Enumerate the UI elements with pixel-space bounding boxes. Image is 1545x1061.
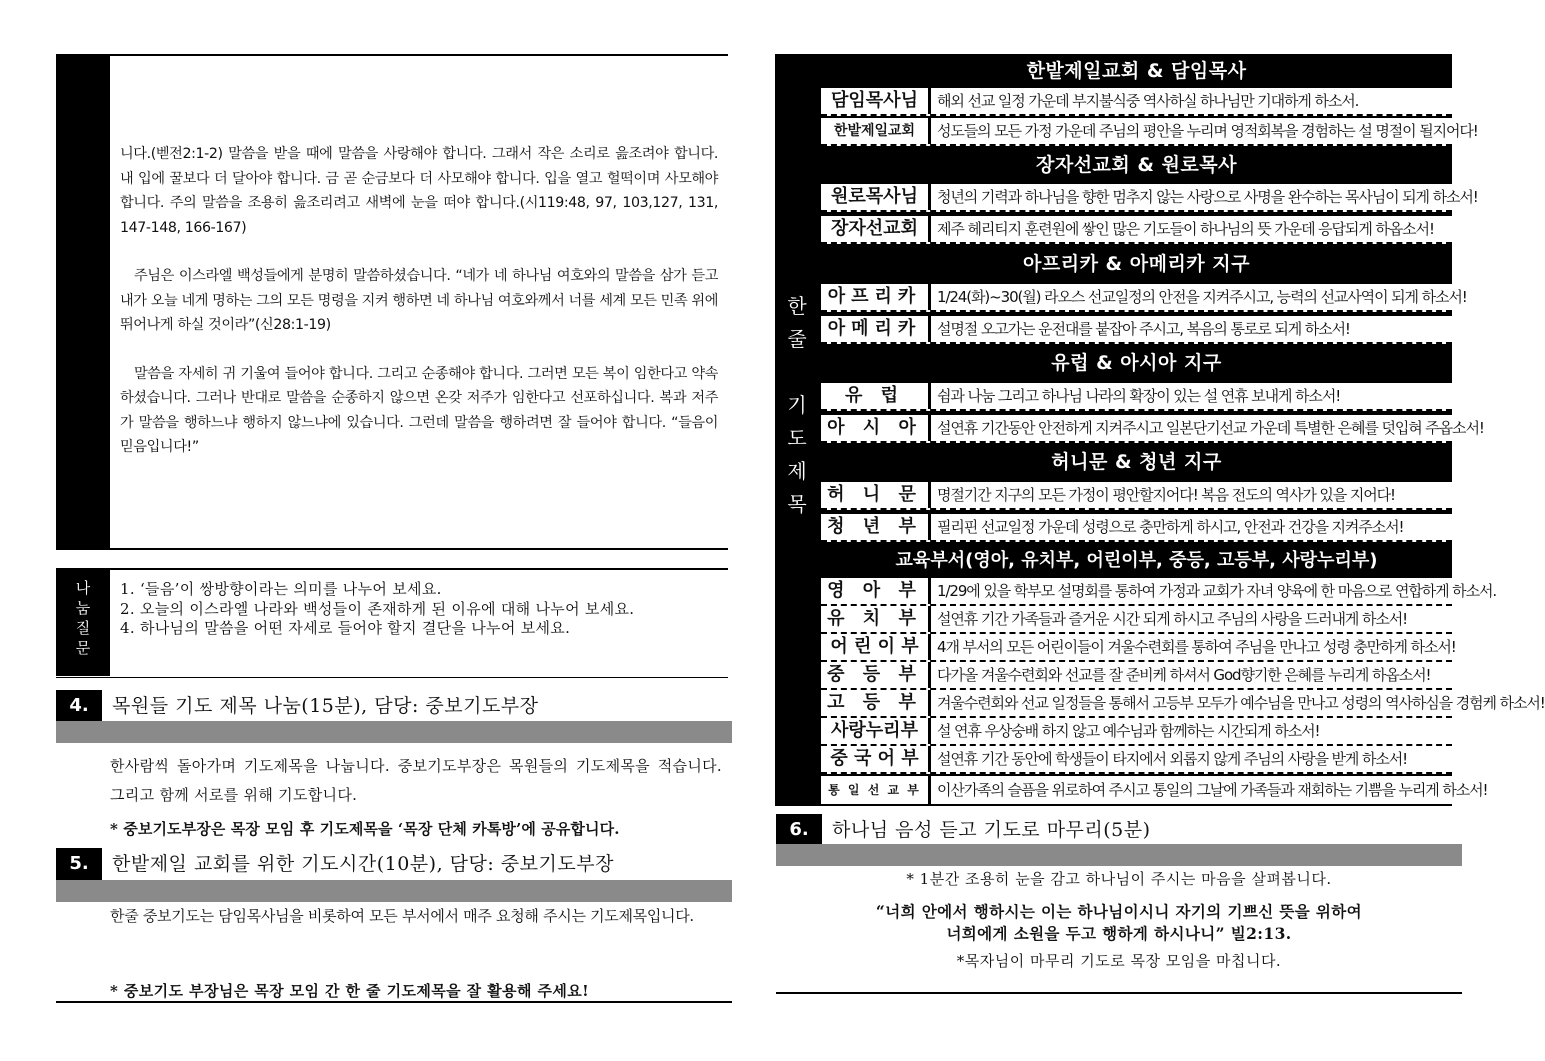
sermon-paragraph: 주님은 이스라엘 백성들에게 분명히 말씀하셨습니다. “네가 네 하나님 여호와의 말씀을 삼가 듣고 내가 오늘 네게 명하는 그의 모든 명령을 지켜 행하면 네 하나님 여호와께서 너를 세계 모든 민족 위에 뛰어나게 하실 것이라”(신28:1-19) bbox=[120, 268, 718, 333]
sermon-paragraph: 니다.(벧전2:1-2) 말씀을 받을 때에 말씀을 사랑해야 합니다. 그래서 작은 소리로 읊조려야 합니다. 내 입에 꿀보다 더 달아야 합니다. 금 곧 순금보다 더 사모해야 합니다. 입을 열고 헐떡이며 사모해야 합니다. 주의 말씀을 조용히 읊조리려고 새벽에 눈을 떠야 합니다.(시119:48, 97, 103,127, 131, 147-148, 166-167) bbox=[120, 146, 718, 236]
prayer-group-header: 장자선교회 & 원로목사 bbox=[1036, 154, 1237, 176]
prayer-row bbox=[821, 284, 1467, 312]
prayer-row-label: 담임목사님 bbox=[821, 88, 931, 114]
prayer-row-label: 허 니 문 bbox=[821, 482, 931, 508]
section-divider bbox=[56, 721, 732, 743]
sermon-text bbox=[120, 142, 718, 484]
side-char: 나 bbox=[75, 579, 91, 597]
side-gap bbox=[775, 356, 819, 389]
prayer-row bbox=[821, 118, 1478, 146]
prayer-row bbox=[821, 514, 1452, 542]
side-char: 문 bbox=[75, 639, 91, 657]
sharing-questions-label bbox=[56, 570, 110, 676]
prayer-row bbox=[821, 482, 1452, 510]
prayer-row-label: 중 등 부 bbox=[821, 662, 931, 688]
prayer-row-text: 설연휴 기간동안 안전하게 지켜주시고 일본단기선교 가운데 특별한 은혜를 덧입혀 주옵소서! bbox=[937, 419, 1484, 437]
prayer-row-text: 청년의 기력과 하나님을 향한 멈추지 않는 사랑으로 사명을 완수하는 목사님이 되게 하소서! bbox=[937, 188, 1478, 206]
prayer-row-label: 중 국 어 부 bbox=[821, 746, 931, 772]
section-title: 목원들 기도 제목 나눔(15분), 담당: 중보기도부장 bbox=[112, 695, 539, 717]
prayer-row bbox=[821, 316, 1452, 344]
prayer-side-label bbox=[775, 290, 819, 521]
prayer-row-text: 겨울수련회와 선교 일정들을 통해서 고등부 모두가 예수님을 만나고 성령의 역사하심을 경험케 하소서! bbox=[937, 694, 1545, 712]
side-char: 질 bbox=[75, 619, 91, 637]
prayer-row-text: 명절기간 지구의 모든 가정이 평안할지어다! 복음 전도의 역사가 있을 지어다! bbox=[937, 486, 1395, 504]
question-list bbox=[120, 580, 720, 639]
sermon-paragraph: 말씀을 자세히 귀 기울여 들어야 합니다. 그리고 순종해야 합니다. 그러면 모든 복이 임한다고 약속하셨습니다. 그러나 반대로 말씀을 순종하지 않으면 온갖 저주가 임한다고 선포하십니다. 복과 저주가 말씀을 행하느냐 행하지 않느냐에 있습니다. 그런데 말씀을 행하려면 잘 들어야 합니다. “들음이 믿음입니다!” bbox=[120, 365, 718, 455]
closing-line: *목자님이 마무리 기도로 목장 모임을 마칩니다. bbox=[956, 952, 1282, 970]
sermon-side-bar bbox=[56, 56, 110, 548]
prayer-row bbox=[821, 718, 1452, 746]
prayer-row bbox=[821, 746, 1452, 774]
section-number: 6. bbox=[776, 814, 822, 846]
section-divider bbox=[56, 880, 732, 902]
verse-line: “너희 안에서 행하시는 이는 하나님이시니 자기의 기쁘신 뜻을 위하여 bbox=[875, 902, 1363, 921]
prayer-row-label: 유 치 부 bbox=[821, 606, 931, 632]
prayer-group-header: 아프리카 & 아메리카 지구 bbox=[1023, 253, 1250, 275]
prayer-group-header: 한밭제일교회 & 담임목사 bbox=[1026, 60, 1247, 82]
prayer-row-label: 아프리카 bbox=[821, 284, 931, 310]
prayer-row-text: 성도들의 모든 가정 가운데 주님의 평안을 누리며 영적회복을 경험하는 설 명절이 될지어다! bbox=[937, 122, 1478, 140]
prayer-row-text: 다가올 겨울수련회와 선교를 잘 준비케 하셔서 God향기한 은혜를 누리게 하옵소서! bbox=[937, 666, 1431, 684]
prayer-row-text: 해외 선교 일정 가운데 부지불식중 역사하실 하나님만 기대하게 하소서. bbox=[937, 92, 1359, 110]
prayer-row-label: 한밭제일교회 bbox=[821, 118, 931, 144]
prayer-row-text: 1/29에 있을 학부모 설명회를 통하여 가정과 교회가 자녀 양육에 한 마음으로 연합하게 하소서. bbox=[937, 582, 1497, 600]
prayer-row-text: 설명절 오고가는 운전대를 붙잡아 주시고, 복음의 통로로 되게 하소서! bbox=[937, 320, 1350, 338]
prayer-row-text: 설연휴 기간 동안에 학생들이 타지에서 외롭지 않게 주님의 사랑을 받게 하소서! bbox=[937, 750, 1408, 768]
section-title: 한밭제일 교회를 위한 기도시간(10분), 담당: 중보기도부장 bbox=[112, 853, 614, 875]
section-4-note: * 중보기도부장은 목장 모임 후 기도제목을 ‘목장 단체 카톡방’에 공유합니다. bbox=[110, 820, 620, 838]
section-5-body: 한줄 중보기도는 담임목사님을 비롯하여 모든 부서에서 매주 요청해 주시는 기도제목입니다. bbox=[110, 907, 694, 925]
bottom-rule bbox=[776, 992, 1462, 994]
side-char: 눔 bbox=[75, 599, 91, 617]
prayer-group-header: 허니문 & 청년 지구 bbox=[1051, 451, 1222, 473]
prayer-row-label: 아메리카 bbox=[821, 316, 931, 342]
side-char: 목 bbox=[787, 492, 807, 516]
section-number: 5. bbox=[56, 848, 102, 880]
prayer-row bbox=[821, 634, 1456, 662]
section-title: 하나님 음성 듣고 기도로 마무리(5분) bbox=[832, 819, 1151, 841]
prayer-row-label: 어 린 이 부 bbox=[821, 634, 931, 660]
prayer-group-header: 교육부서(영아, 유치부, 어린이부, 중등, 고등부, 사랑누리부) bbox=[895, 550, 1378, 571]
section-divider bbox=[776, 844, 1462, 866]
prayer-row-label: 장자선교회 bbox=[821, 216, 931, 242]
prayer-row-label: 아 시 아 bbox=[821, 415, 931, 441]
side-char: 제 bbox=[787, 459, 807, 483]
prayer-row bbox=[821, 690, 1545, 718]
prayer-row bbox=[821, 662, 1452, 690]
prayer-row-text: 4개 부서의 모든 어린이들이 겨울수련회를 통하여 주님을 만나고 성령 충만하게 하소서! bbox=[937, 638, 1456, 656]
prayer-row-label: 사랑누리부 bbox=[821, 718, 931, 744]
prayer-row bbox=[821, 216, 1452, 244]
prayer-row-text: 쉼과 나눔 그리고 하나님 나라의 확장이 있는 설 연휴 보내게 하소서! bbox=[937, 387, 1341, 405]
side-char: 도 bbox=[787, 426, 807, 450]
prayer-row-text: 설 연휴 우상숭배 하지 않고 예수님과 함께하는 시간되게 하소서! bbox=[937, 722, 1320, 740]
prayer-group-header: 유럽 & 아시아 지구 bbox=[1051, 352, 1222, 374]
question-item: 4. 하나님의 말씀을 어떤 자세로 들어야 할지 결단을 나누어 보세요. bbox=[120, 619, 571, 637]
prayer-row bbox=[821, 415, 1484, 443]
side-char: 줄 bbox=[787, 327, 807, 351]
prayer-row bbox=[821, 776, 1488, 804]
prayer-row-label: 유 럽 bbox=[821, 383, 931, 409]
prayer-row-text: 설연휴 기간 가족들과 즐거운 시간 되게 하시고 주님의 사랑을 드러내게 하소서! bbox=[937, 610, 1408, 628]
prayer-row-text: 필리핀 선교일정 가운데 성령으로 충만하게 하시고, 안전과 건강을 지켜주소서! bbox=[937, 518, 1404, 536]
prayer-row-label: 통 일 선 교 부 bbox=[821, 776, 931, 804]
prayer-row-label: 청 년 부 bbox=[821, 514, 931, 540]
prayer-row bbox=[821, 606, 1452, 634]
prayer-row-text: 제주 헤리티지 훈련원에 쌓인 많은 기도들이 하나님의 뜻 가운데 응답되게 하옵소서! bbox=[937, 220, 1434, 238]
section-5-header bbox=[56, 848, 732, 880]
prayer-row-text: 이산가족의 슬픔을 위로하여 주시고 통일의 그날에 가족들과 재회하는 기쁨을 누리게 하소서! bbox=[937, 781, 1488, 799]
prayer-row-label: 영 아 부 bbox=[821, 578, 931, 604]
side-char: 한 bbox=[787, 294, 807, 318]
section-number: 4. bbox=[56, 690, 102, 722]
section-4-header bbox=[56, 690, 732, 722]
prayer-row bbox=[821, 578, 1497, 606]
question-item: 1. ‘들음’이 쌍방향이라는 의미를 나누어 보세요. bbox=[120, 580, 442, 598]
prayer-row bbox=[821, 383, 1452, 411]
prayer-row-text: 1/24(화)~30(월) 라오스 선교일정의 안전을 지켜주시고, 능력의 선교사역이 되게 하소서! bbox=[937, 288, 1467, 306]
silent-prayer-line: * 1분간 조용히 눈을 감고 하나님이 주시는 마음을 살펴봅니다. bbox=[906, 870, 1332, 888]
section-4-body: 한사람씩 돌아가며 기도제목을 나눕니다. 중보기도부장은 목원들의 기도제목을 적습니다. 그리고 함께 서로를 위해 기도합니다. bbox=[110, 757, 722, 804]
prayer-row-label: 원로목사님 bbox=[821, 184, 931, 210]
verse-line: 너희에게 소원을 두고 행하게 하시나니” 빌2:13. bbox=[946, 924, 1292, 943]
bottom-rule bbox=[56, 1001, 732, 1003]
section-6-header bbox=[776, 814, 1462, 846]
question-item: 2. 오늘의 이스라엘 나라와 백성들이 존재하게 된 이유에 대해 나누어 보세요. bbox=[120, 599, 635, 618]
section-5-note: * 중보기도 부장님은 목장 모임 간 한 줄 기도제목을 잘 활용해 주세요! bbox=[110, 982, 590, 1000]
prayer-row bbox=[821, 88, 1452, 116]
prayer-row bbox=[821, 184, 1478, 212]
prayer-row-label: 고 등 부 bbox=[821, 690, 931, 716]
side-char: 기 bbox=[787, 393, 807, 417]
